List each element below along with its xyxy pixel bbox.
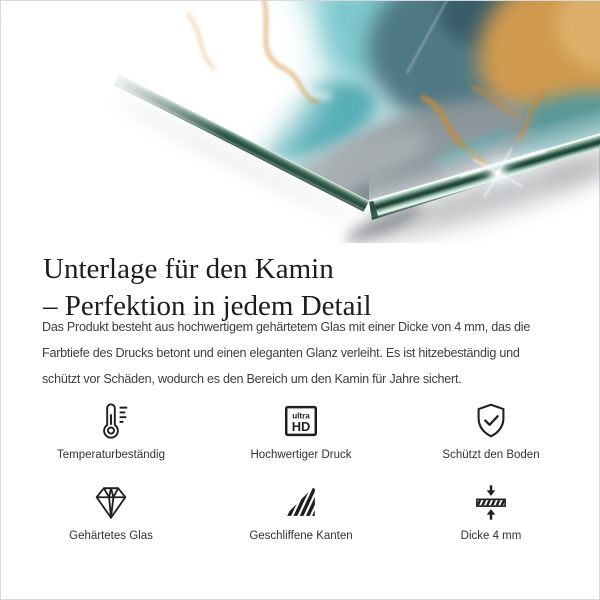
feature-tempered-glass bbox=[16, 481, 206, 542]
feature-floor-protection bbox=[396, 400, 586, 461]
page-title-line2: – Perfektion in jedem Detail bbox=[43, 290, 372, 323]
feature-thickness bbox=[396, 481, 586, 542]
shield-check-icon bbox=[470, 400, 512, 442]
feature-label: Gehärtetes Glas bbox=[69, 530, 153, 542]
feature-label: Hochwertiger Druck bbox=[250, 449, 352, 461]
product-photo bbox=[1, 1, 600, 243]
product-description bbox=[42, 314, 594, 392]
feature-label: Dicke 4 mm bbox=[460, 530, 522, 542]
page-title-line1: Unterlage für den Kamin bbox=[43, 253, 334, 286]
feature-label: Geschliffene Kanten bbox=[249, 530, 353, 542]
diamond-icon bbox=[90, 481, 132, 523]
description-line: Farbtiefe des Drucks betont und einen eleganten Glanz verleiht. Es ist hitzebeständig und bbox=[42, 346, 520, 360]
polished-edges-icon bbox=[280, 481, 322, 523]
feature-label: Schützt den Boden bbox=[442, 449, 540, 461]
ultra-hd-text-big: HD bbox=[291, 419, 311, 435]
ultra-hd-text-small: ultra bbox=[292, 411, 310, 421]
thickness-icon bbox=[470, 481, 512, 523]
feature-grid bbox=[16, 400, 586, 542]
feature-label: Temperaturbeständig bbox=[56, 449, 166, 461]
feature-temperature bbox=[16, 400, 206, 461]
glass-panel-image bbox=[1, 1, 600, 243]
description-line: schützt vor Schäden, wodurch es den Bereich um den Kamin für Jahre sichert. bbox=[42, 372, 462, 386]
feature-print-quality bbox=[206, 400, 396, 461]
feature-polished-edges bbox=[206, 481, 396, 542]
thermometer-icon bbox=[90, 400, 132, 442]
description-line: Das Produkt besteht aus hochwertigem gehärtetem Glas mit einer Dicke von 4 mm, das die bbox=[42, 320, 531, 334]
ultra-hd-icon bbox=[280, 400, 322, 442]
